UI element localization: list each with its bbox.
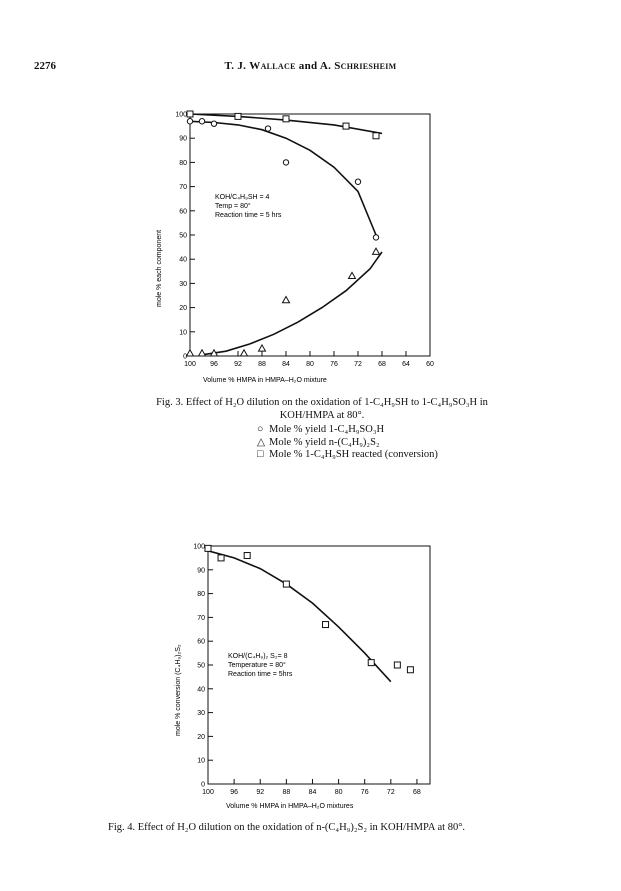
circle-icon: ○ (257, 424, 264, 435)
x-tick-label: 100 (184, 361, 196, 368)
figure-3-annotation-3: Reaction time = 5 hrs (215, 212, 282, 219)
x-tick-label: 88 (282, 789, 291, 796)
y-tick-label: 80 (179, 159, 187, 167)
x-tick-label: 84 (282, 361, 290, 368)
figure-3-points (187, 111, 380, 356)
square-point (394, 662, 400, 668)
figure-3-chart (150, 100, 450, 390)
triangle-point (349, 272, 356, 278)
y-tick-label: 60 (179, 208, 187, 216)
x-tick-label: 72 (354, 361, 362, 368)
circle-point (187, 119, 192, 124)
legend-label: Mole % yield n-(C₄H₉)₂S₂ (269, 436, 380, 448)
y-tick-label: 100 (175, 111, 187, 119)
figure-3-caption-line1: Fig. 3. Effect of H₂O dilution on the oxidation of 1-C₄H₉SH to 1-C₄H₉SO₃H in (156, 397, 488, 408)
x-tick-label: 80 (334, 789, 343, 796)
x-tick-label: 92 (256, 789, 265, 796)
square-point (235, 113, 241, 119)
x-tick-label: 84 (308, 789, 317, 796)
y-tick-label: 20 (179, 305, 187, 313)
fit-curve (202, 252, 382, 355)
y-tick-label: 0 (183, 353, 187, 361)
circle-point (211, 121, 216, 126)
legend-item-conversion (257, 449, 438, 462)
square-point (368, 660, 374, 666)
triangle-point (259, 345, 266, 351)
header-author1: Wallace (249, 60, 296, 72)
y-tick-label: 30 (197, 710, 205, 718)
circle-point (355, 179, 360, 184)
y-tick-label: 30 (179, 280, 187, 288)
figure-3-tick-labels (175, 112, 434, 369)
square-point (407, 667, 413, 673)
y-tick-label: 50 (179, 232, 187, 240)
figure-3-caption-line2: KOH/HMPA at 80°. (279, 410, 365, 421)
figure-3-annotation-2: Temp = 80° (215, 203, 251, 210)
y-tick-label: 40 (197, 686, 205, 694)
x-tick-label: 60 (426, 361, 434, 368)
legend-item-disulfide (257, 437, 438, 450)
y-tick-label: 0 (201, 781, 205, 789)
triangle-point (283, 297, 290, 303)
y-tick-label: 90 (197, 567, 205, 575)
y-tick-label: 90 (179, 135, 187, 143)
y-tick-label: 10 (179, 329, 187, 337)
figure-3-legend (257, 424, 438, 462)
y-tick-label: 50 (197, 662, 205, 670)
square-point (187, 111, 193, 117)
square-point (323, 622, 329, 628)
triangle-point (373, 248, 380, 254)
y-tick-label: 10 (197, 757, 205, 765)
square-point (283, 581, 289, 587)
header-and: and A. (295, 60, 335, 72)
y-tick-label: 60 (197, 638, 205, 646)
circle-point (199, 119, 204, 124)
square-point (373, 133, 379, 139)
header-author2: Schriesheim (334, 60, 397, 72)
y-tick-label: 100 (193, 543, 205, 551)
figure-3-ylabel: mole % each component (156, 229, 163, 307)
square-icon: □ (257, 449, 264, 460)
figure-4-annotation-1: KOH/(C₄H₉)₂ S₂= 8 (228, 653, 288, 660)
triangle-point (199, 350, 206, 356)
figure-3-curves (190, 114, 382, 355)
running-header (0, 60, 621, 72)
x-tick-label: 76 (360, 789, 369, 796)
figure-4-chart (168, 528, 438, 813)
x-tick-label: 76 (330, 361, 338, 368)
triangle-icon: △ (257, 436, 266, 448)
x-tick-label: 100 (202, 789, 214, 796)
header-authors-prefix: T. J. (224, 60, 250, 72)
x-tick-label: 72 (386, 789, 395, 796)
x-tick-label: 64 (402, 361, 410, 368)
y-tick-label: 80 (197, 591, 205, 599)
square-point (343, 123, 349, 129)
figure-4-annotation-2: Temperature = 80° (228, 662, 286, 669)
figure-3-annotation-1: KOH/C₄H₉SH = 4 (215, 194, 270, 201)
x-tick-label: 92 (234, 361, 242, 368)
figure-3-xlabel: Volume % HMPA in HMPA–H₂O mixture (203, 377, 327, 384)
y-tick-label: 70 (179, 184, 187, 192)
figure-3-caption (152, 396, 492, 422)
square-point (244, 553, 250, 559)
x-tick-label: 88 (258, 361, 266, 368)
figure-4-annotation-3: Reaction time = 5hrs (228, 671, 293, 678)
x-tick-label: 68 (378, 361, 386, 368)
legend-item-sulfonic (257, 424, 438, 437)
square-point (205, 545, 211, 551)
circle-point (283, 160, 288, 165)
x-tick-label: 96 (230, 789, 239, 796)
figure-4-tick-labels (193, 544, 421, 797)
x-tick-label: 96 (210, 361, 218, 368)
figure-4-caption: Fig. 4. Effect of H₂O dilution on the oxidation of n-(C₄H₉)₂S₂ in KOH/HMPA at 80°. (108, 822, 466, 833)
square-point (218, 555, 224, 561)
circle-point (373, 235, 378, 240)
figure-4-xlabel: Volume % HMPA in HMPA–H₂O mixtures (226, 803, 354, 810)
page-number: 2276 (34, 60, 56, 72)
legend-label: Mole % 1-C₄H₉SH reacted (conversion) (269, 449, 438, 460)
y-tick-label: 20 (197, 733, 205, 741)
y-tick-label: 40 (179, 256, 187, 264)
square-point (283, 116, 289, 122)
circle-point (265, 126, 270, 131)
figure-4-ylabel: mole % conversion (C₄H₉)₂S₂ (175, 644, 182, 736)
x-tick-label: 80 (306, 361, 314, 368)
x-tick-label: 68 (413, 789, 421, 796)
triangle-point (241, 350, 248, 356)
triangle-point (187, 350, 194, 356)
legend-label: Mole % yield 1-C₄H₉SO₃H (269, 424, 385, 435)
y-tick-label: 70 (197, 614, 205, 622)
